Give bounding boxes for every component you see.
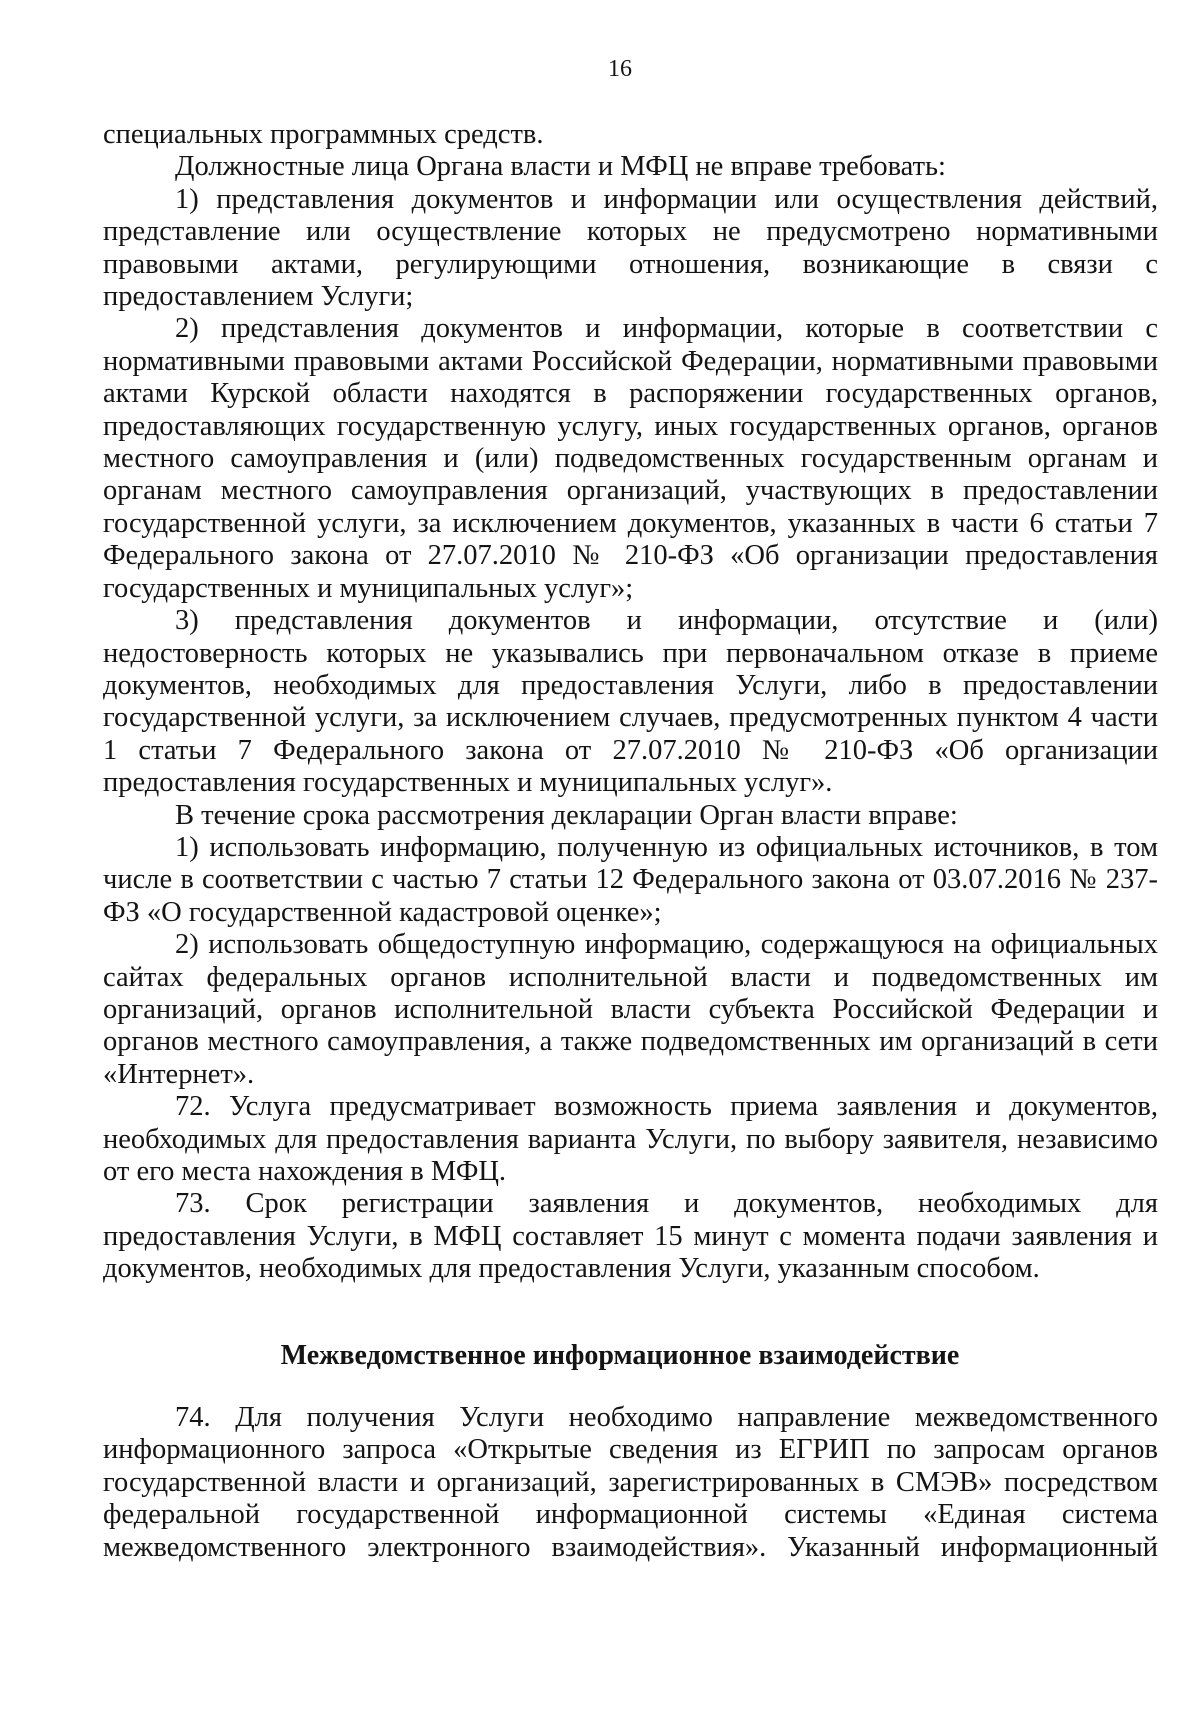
authority-list-item-1: 1) использовать информацию, полученную из официальных источников, в том числе в соответствии с частью 7 статьи 12 Федерального закона от 03.07.2016 № 237-ФЗ «О государственной кадастровой оценке»; [103, 831, 1158, 928]
list-item-2: 2) представления документов и информации, которые в соответствии с нормативными правовыми актами Российской Федерации, нормативными правовыми актами Курской области находятся в распоряжении государственных органов, предоставляющих государственную услугу, иных государственных органов, органов местного самоуправления и (или) подведомственных государственным органам и органам местного самоуправления организаций, участвующих в предоставлении государственной услуги, за исключением документов, указанных в части 6 статьи 7 Федерального закона от 27.07.2010 № 210-ФЗ «Об организации предоставления государственных и муниципальных услуг»; [103, 313, 1158, 604]
list-item-3: 3) представления документов и информации, отсутствие и (или) недостоверность которых не указывались при первоначальном отказе в приеме документов, необходимых для предоставления Услуги, либо в предоставлении государственной услуги, за исключением случаев, предусмотренных пунктом 4 части 1 статьи 7 Федерального закона от 27.07.2010 № 210-ФЗ «Об организации предоставления государственных и муниципальных услуг». [103, 605, 1158, 799]
clause-74: 74. Для получения Услуги необходимо направление межведомственного информационного запроса «Открытые сведения из ЕГРИП по запросам органов государственной власти и организаций, зарегистрированных в СМЭВ» посредством федеральной государственной информационной системы «Единая система межведомственного электронного взаимодействия». Указанный информационный [103, 1402, 1158, 1563]
paragraph-authority-may: В течение срока рассмотрения декларации Орган власти вправе: [175, 799, 958, 831]
clause-72: 72. Услуга предусматривает возможность приема заявления и документов, необходимых для предоставления варианта Услуги, по выбору заявителя, независимо от его места нахождения в МФЦ. [103, 1091, 1158, 1187]
paragraph-continuation: специальных программных средств. [103, 119, 544, 150]
list-item-1: 1) представления документов и информации или осуществления действий, представление или осуществление которых не предусмотрено нормативными правовыми актами, регулирующими отношения, возникающие в связи с предоставлением Услуги; [103, 183, 1158, 313]
clause-73: 73. Срок регистрации заявления и документов, необходимых для предоставления Услуги, в МФЦ составляет 15 минут с момента подачи заявления и документов, необходимых для предоставления Услуги, указанным способом. [103, 1188, 1158, 1285]
authority-list-item-2: 2) использовать общедоступную информацию, содержащуюся на официальных сайтах федеральных органов исполнительной власти и подведомственных им организаций, органов исполнительной власти субъекта Российской Федерации и органов местного самоуправления, а также подведомственных им организаций в сети «Интернет». [103, 929, 1158, 1090]
section-body [103, 1402, 1158, 1564]
paragraph-officials-may-not-require: Должностные лица Органа власти и МФЦ не вправе требовать: [175, 151, 946, 183]
document-body [103, 119, 1158, 1286]
page-number: 16 [608, 56, 632, 82]
section-heading: Межведомственное информационное взаимодействие [280, 1340, 960, 1371]
